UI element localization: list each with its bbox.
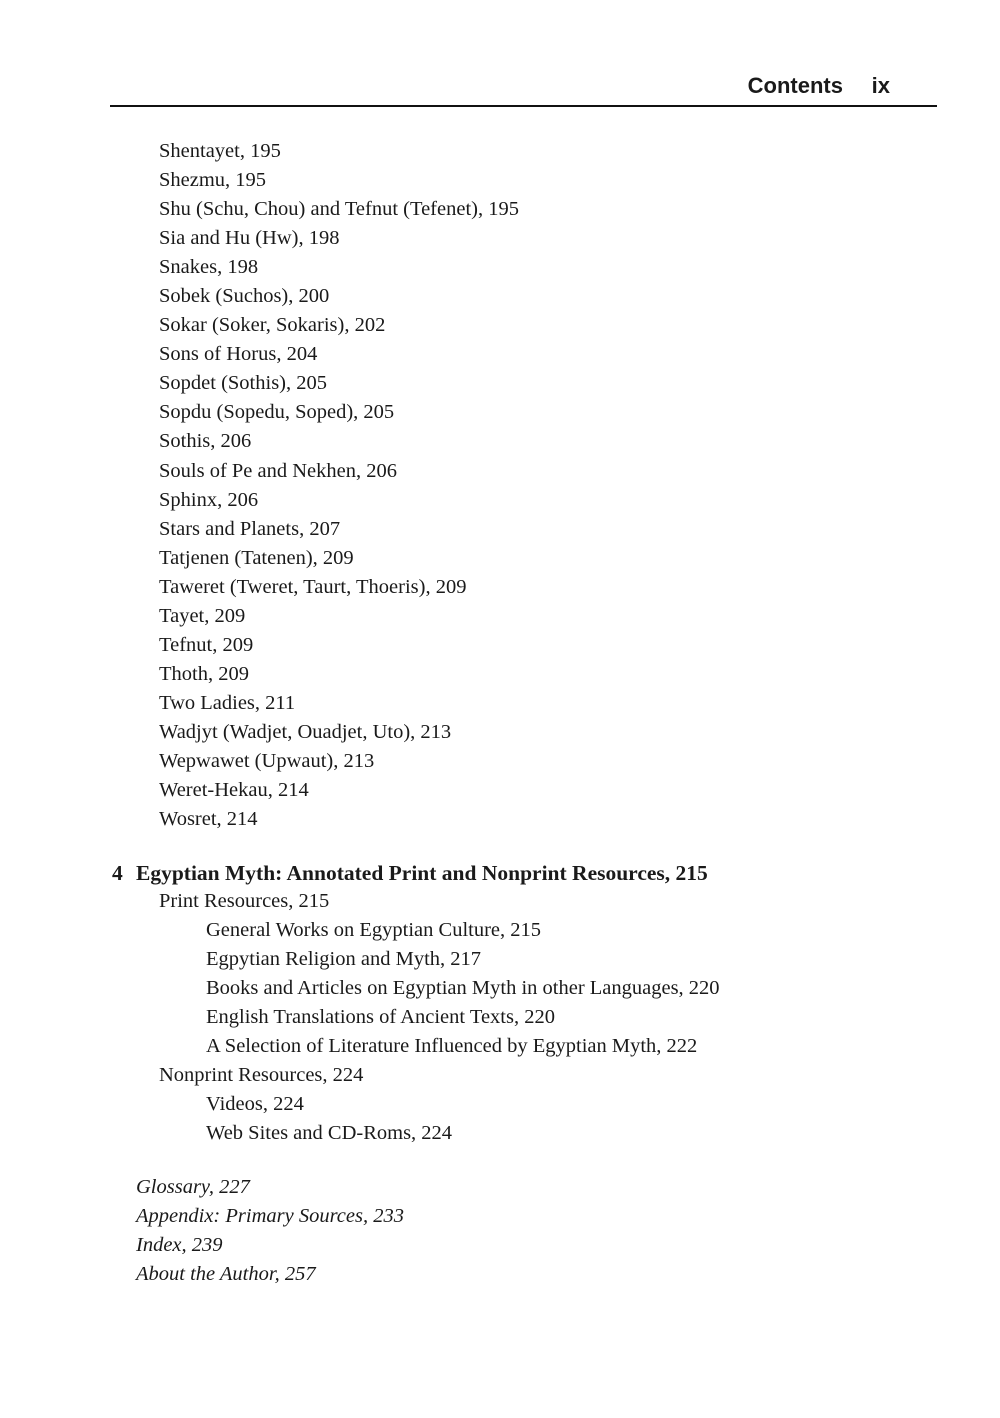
subsection-entry: General Works on Egyptian Culture, 215 [206,919,542,942]
toc-entry: Sia and Hu (Hw), 198 [159,227,340,250]
backmatter-entry-index: Index, 239 [136,1234,223,1256]
toc-entry: Taweret (Tweret, Taurt, Thoeris), 209 [159,575,467,598]
chapter-title: Egyptian Myth: Annotated Print and Nonprint Resources, 215 [136,861,708,885]
toc-entry: Wosret, 214 [159,808,258,831]
toc-entry: Sphinx, 206 [159,488,259,511]
backmatter-entry-appendix: Appendix: Primary Sources, 233 [136,1205,404,1227]
toc-entry: Stars and Planets, 207 [159,517,341,540]
toc-entry: Thoth, 209 [159,662,249,685]
toc-entry: Snakes, 198 [159,256,259,279]
chapter-heading [112,858,708,888]
subsection-entry: Egpytian Religion and Myth, 217 [206,948,482,971]
toc-entry: Sopdu (Sopedu, Soped), 205 [159,401,395,424]
toc-entry: Wadjyt (Wadjet, Ouadjet, Uto), 213 [159,720,452,743]
running-header-title: Contents [747,73,843,98]
subsection-entry: Videos, 224 [206,1093,304,1116]
toc-entry: Two Ladies, 211 [159,691,296,714]
page-number: ix [871,73,890,98]
chapter-section-list [159,887,720,1148]
chapter-number: 4 [112,861,123,885]
toc-entry-list [159,137,519,834]
subsection-entry: English Translations of Ancient Texts, 220 [206,1006,555,1029]
section-entry: Nonprint Resources, 224 [159,1064,364,1087]
section-entry: Print Resources, 215 [159,890,330,912]
backmatter-list [136,1173,404,1289]
backmatter-entry-glossary: Glossary, 227 [136,1176,250,1198]
toc-entry: Sokar (Soker, Sokaris), 202 [159,314,386,337]
toc-entry: Tatjenen (Tatenen), 209 [159,546,354,569]
backmatter-entry-about-author: About the Author, 257 [136,1263,316,1285]
toc-entry: Tayet, 209 [159,604,246,627]
subsection-entry: Books and Articles on Egyptian Myth in other Languages, 220 [206,977,720,1000]
running-header [110,70,937,107]
toc-entry: Shu (Schu, Chou) and Tefnut (Tefenet), 195 [159,198,519,221]
subsection-entry: A Selection of Literature Influenced by Egyptian Myth, 222 [206,1035,698,1058]
toc-entry: Shentayet, 195 [159,140,281,162]
toc-entry: Wepwawet (Upwaut), 213 [159,749,375,772]
toc-entry: Tefnut, 209 [159,633,254,656]
toc-entry: Weret-Hekau, 214 [159,779,309,802]
toc-entry: Sothis, 206 [159,430,252,453]
subsection-entry: Web Sites and CD-Roms, 224 [206,1122,453,1145]
toc-entry: Shezmu, 195 [159,169,267,192]
toc-entry: Souls of Pe and Nekhen, 206 [159,459,398,482]
toc-entry: Sons of Horus, 204 [159,343,318,366]
toc-entry: Sobek (Suchos), 200 [159,285,330,308]
toc-entry: Sopdet (Sothis), 205 [159,372,327,395]
